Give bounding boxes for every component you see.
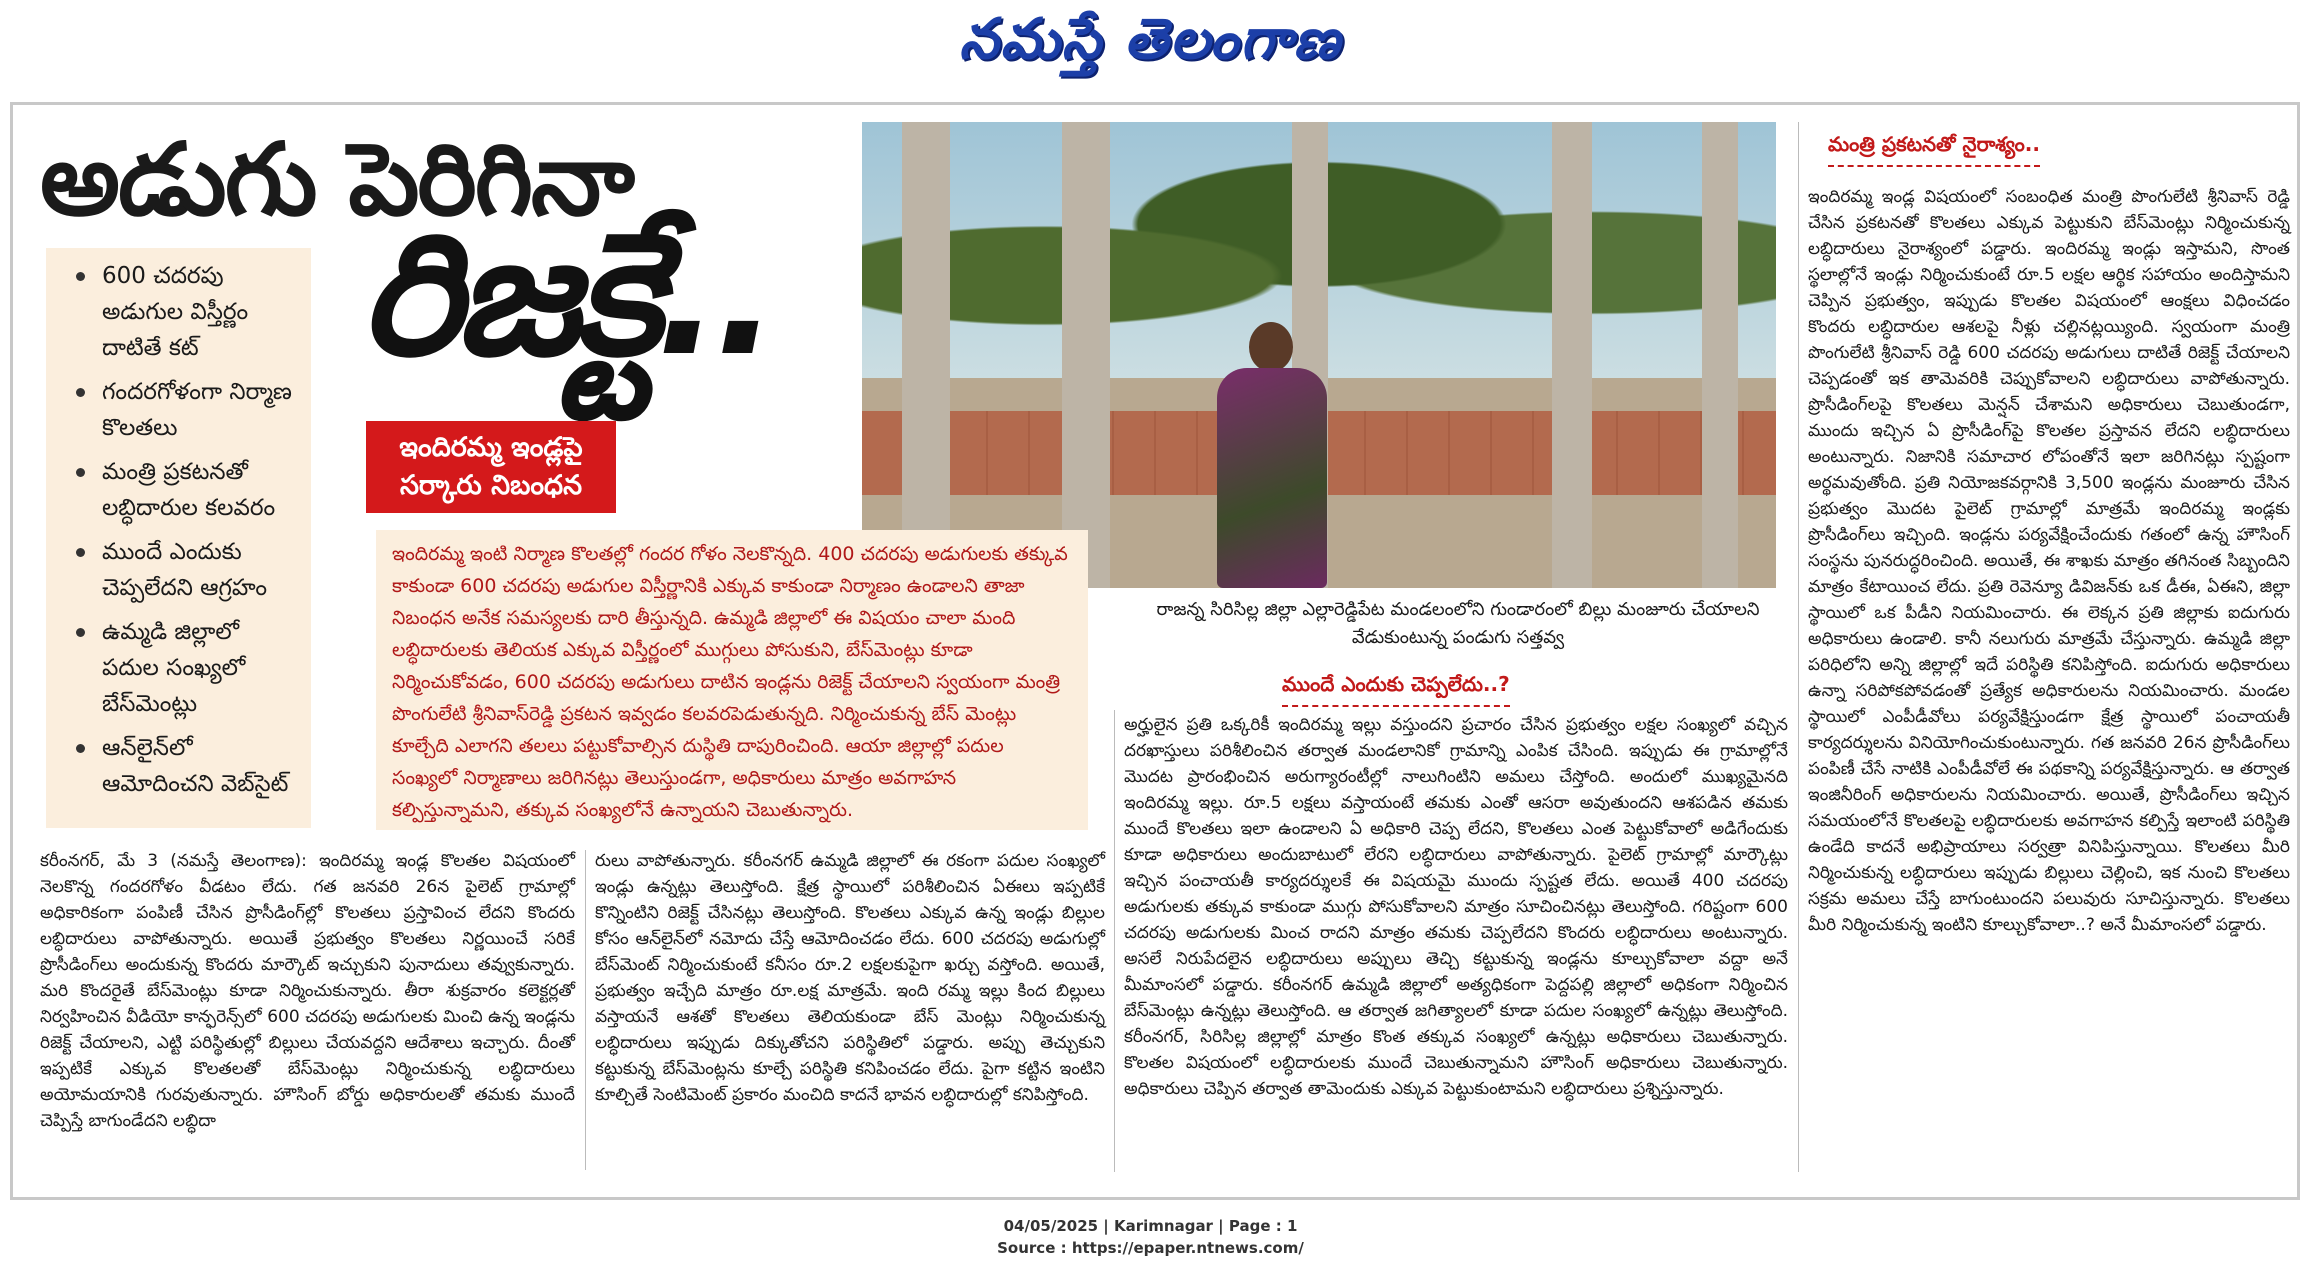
masthead: [0, 0, 2301, 90]
highlight-item: మంత్రి ప్రకటనతో లబ్ధిదారుల కలవరం: [54, 454, 303, 526]
article-photo: [862, 122, 1776, 588]
footer-source: Source : https://epaper.ntnews.com/: [997, 1239, 1304, 1257]
column-divider: [585, 850, 586, 1170]
headline-top: అడుగు పెరిగినా: [40, 121, 633, 238]
lead-paragraph: ఇందిరమ్మ ఇంటి నిర్మాణ కొలతల్లో గందర గోళం నెలకొన్నది. 400 చదరపు అడుగులకు తక్కువ కాకుండా 600 చదరపు అడుగుల విస్తీర్ణానికి ఎక్కువ కాకుండా నిర్మాణం ఉండాలని తాజా నిబంధన అనేక సమస్యలకు దారి తీస్తున్నది. ఉమ్మడి జిల్లాలో ఈ విషయం చాలా మంది లబ్ధిదారులకు తెలియక ఎక్కువ విస్తీర్ణంలో ముగ్గులు పోసుకుని, బేస్‌మెంట్లు కూడా నిర్మించుకోవడం, 600 చదరపు అడుగులు దాటిన ఇండ్లను రిజెక్ట్ చేయాలని స్వయంగా మంత్రి పొంగులేటి శ్రీనివాస్‌రెడ్డి ప్రకటన ఇవ్వడం కలవరపెడుతున్నది. నిర్మించుకున్న బేస్ మెంట్లు కూల్చేది ఎలాగని తలలు పట్టుకోవాల్సిన దుస్థితి దాపురించింది. ఆయా జిల్లాల్లో పదుల సంఖ్యలో నిర్మాణాలు జరిగినట్లు తెలుస్తుండగా, అధికారులు మాత్రం అవగాహన కల్పిస్తున్నామని, తక్కువ సంఖ్యలోనే ఉన్నాయని చెబుతున్నారు.: [376, 530, 1088, 830]
photo-caption: రాజన్న సిరిసిల్ల జిల్లా ఎల్లారెడ్డిపేట మండలంలోని గుండారంలో బిల్లు మంజూరు చేయాలని వేడుకుంటున్న పండుగు సత్తవ్వ: [1156, 599, 1760, 648]
highlight-item: ఆన్‌లైన్‌లో ఆమోదించని వెబ్‌సైట్: [54, 730, 303, 802]
highlight-item: ముందే ఎందుకు చెప్పలేదని ఆగ్రహం: [54, 534, 303, 606]
section-heading-right: మంత్రి ప్రకటనతో నైరాశ్యం..: [1828, 132, 2040, 167]
headline-main: రిజక్టే..: [360, 196, 773, 394]
page-footer: [0, 1215, 2301, 1259]
newspaper-logo: నమస్తే తెలంగాణ: [959, 6, 1342, 72]
body-column-1: కరీంనగర్, మే 3 (నమస్తే తెలంగాణ): ఇందిరమ్మ ఇండ్ల కొలతల విషయంలో నెలకొన్న గందరగోళం వీడటం లేదు. గత జనవరి 26న పైలెట్ గ్రామాల్లో అధికారికంగా పంపిణీ చేసిన ప్రొసీడింగ్‌ల్లో కొలతలు ప్రస్తావించ లేదని కొందరు లబ్ధిదారులు వాపోతున్నారు. అయితే ప్రభుత్వం కొలతలు నిర్ణయించే సరికే ప్రొసీడింగ్‌లు అందుకున్న కొందరు మార్కౌట్ ఇచ్చుకుని పునాదులు తవ్వుకున్నారు. మరి కొందరైతే బేస్‌మెంట్లు కూడా నిర్మించుకున్నారు. తీరా శుక్రవారం కలెక్టర్లతో నిర్వహించిన వీడియో కాన్ఫరెన్స్‌లో 600 చదరపు అడుగులకు మించి ఉన్న ఇండ్లను రిజెక్ట్ చేయాలని, ఎట్టి పరిస్థితుల్లో బిల్లులు చేయవద్దని ఆదేశాలు ఇచ్చారు. దీంతో ఇప్పటికే ఎక్కువ కొలతలతో బేస్‌మెంట్లు నిర్మించుకున్న లబ్ధిదారులు అయోమయానికి గురవుతున్నారు. హౌసింగ్ బోర్డు అధికారులతో తమకు ముందే చెప్పిస్తే బాగుండేదని లబ్ధిదా: [40, 851, 575, 1131]
highlights-list: [54, 258, 303, 802]
column-divider: [1114, 710, 1115, 1172]
column-divider: [1798, 122, 1799, 1172]
highlight-item: 600 చదరపు అడుగుల విస్తీర్ణం దాటితే కట్: [54, 258, 303, 366]
highlight-item: గందరగోళంగా నిర్మాణ కొలతలు: [54, 374, 303, 446]
body-column-4: ఇందిరమ్మ ఇండ్ల విషయంలో సంబంధిత మంత్రి పొంగులేటి శ్రీనివాస్ రెడ్డి చేసిన ప్రకటనతో కొలతలు ఎక్కువ పెట్టుకుని బేస్‌మెంట్లు నిర్మించుకున్న లబ్ధిదారులు నైరాశ్యంలో పడ్డారు. ఇందిరమ్మ ఇండ్లు ఇస్తామని, సొంత స్థలాల్లోనే ఇండ్లు నిర్మించుకుంటే రూ.5 లక్షల ఆర్థిక సహాయం అందిస్తామని చెప్పిన ప్రభుత్వం, ఇప్పుడు కొలతల విషయంలో ఆంక్షలు విధించడం కొందరు లబ్ధిదారుల ఆశలపై నీళ్లు చల్లినట్లయ్యింది. స్వయంగా మంత్రి పొంగులేటి శ్రీనివాస్ రెడ్డి 600 చదరపు అడుగులు దాటితే రిజెక్ట్ చేయాలని చెప్పడంతో ఇక తామెవరికి చెప్పుకోవాలని లబ్ధిదారులు వాపోతున్నారు. ప్రొసీడింగ్‌లపై కొలతలు మెన్షన్ చేశామని అధికారులు చెబుతుండగా, ముందు ఇచ్చిన ఏ ప్రొసీడింగ్‌పై కొలతల ప్రస్తావన లేదని లబ్ధిదారులు అంటున్నారు. నిజానికి సమాచార లోపంతోనే ఇలా జరిగినట్లు స్పష్టంగా అర్థమవుతోంది. ప్రతి నియోజకవర్గానికి 3,500 ఇండ్లను మంజూరు చేసిన ప్రభుత్వం మొదట పైలెట్ గ్రామాల్లో మాత్రమే ఇందిరమ్మ ఇండ్లకు ప్రొసీడింగ్‌లు ఇచ్చింది. ఇండ్లను పర్యవేక్షించేందుకు గతంలో ఉన్న హౌసింగ్ సంస్థను పునరుద్ధరించింది. అయితే, ఈ శాఖకు మాత్రం తగినంత సిబ్బందిని మాత్రం కేటాయించ లేదు. ప్రతి రెవెన్యూ డివిజన్‌కు ఒక డీఈ, ఏఈని, జిల్లా స్థాయిలో ఒక పీడీని నియమించారు. ఈ లెక్కన ప్రతి జిల్లాకు ఐదుగురు అధికారులు ఉండాలి. కానీ నలుగురు మాత్రమే చేస్తున్నారు. ఉమ్మడి జిల్లా పరిధిలోని అన్ని జిల్లాల్లో ఇదే పరిస్థితి కనిపిస్తోంది. ఐదుగురు అధికారులు ఉన్నా సరిపోకపోవడంతో ప్రత్యేక అధికారులను నియమించారు. మండల స్థాయిలో ఎంపీడీవోలు పర్యవేక్షిస్తుండగా క్షేత్ర స్థాయిలో పంచాయతీ కార్యదర్శులను వినియోగించుకుంటున్నారు. గత జనవరి 26న ప్రొసీడింగ్‌లు పంపిణీ చేసే నాటికి ఎంపీడీవోలే ఈ పథకాన్ని పర్యవేక్షిస్తున్నారు. ఆ తర్వాత ఇంజినీరింగ్ అధికారులను నియమించారు. అయితే, ప్రొసీడింగ్‌లు ఇచ్చిన సమయంలోనే కొలతలపై లబ్ధిదారులకు అవగాహన కల్పిస్తే ఇలాంటి పరిస్థితి ఉండేది కాదనే అభిప్రాయాలు సర్వత్రా వినిపిస్తున్నాయి. కొలతలు మీరి నిర్మించుకున్న లబ్ధిదారులు ఇప్పుడు బిల్లులు చెల్లించి, ఇక నుంచి కొలతలు సక్రమ అమలు చేస్తే బాగుంటుందని పలువురు సూచిస్తున్నారు. కొలతలు మీరి నిర్మించుకున్న ఇంటిని కూల్చుకోవాలా..? అనే మీమాంసలో పడ్డారు.: [1808, 187, 2290, 935]
footer-date-edition: 04/05/2025 | Karimnagar | Page : 1: [1003, 1217, 1298, 1235]
body-column-3: అర్హులైన ప్రతి ఒక్కరికీ ఇందిరమ్మ ఇల్లు వస్తుందని ప్రచారం చేసిన ప్రభుత్వం లక్షల సంఖ్యలో వచ్చిన దరఖాస్తులు పరిశీలించిన తర్వాత మండలానికో గ్రామాన్ని ఎంపిక చేసింది. ఇప్పుడు ఈ గ్రామాల్లోనే మొదట ప్రారంభించిన అరుగ్యారంటీల్లో నాలుగింటిని అమలు చేస్తోంది. అందులో ముఖ్యమైనది ఇందిరమ్మ ఇల్లు. రూ.5 లక్షలు వస్తాయంటే తమకు ఎంతో ఆసరా అవుతుందని ఆశపడిన తమకు ముందే కొలతలు ఇలా ఉండాలని ఏ అధికారి చెప్ప లేదని, కొలతలు ఎంత పెట్టుకోవాలో అడిగేందుకు కూడా అధికారులు అందుబాటులో లేరని లబ్ధిదారులు వాపోతున్నారు. పైలెట్ గ్రామాల్లో మార్కౌట్లు ఇచ్చిన పంచాయతీ కార్యదర్శులకే ఈ విషయమై ముందు స్పష్టత లేదు. అయితే 400 చదరపు అడుగులకు తక్కువ కాకుండా ముగ్గు పోసుకోవాలని మాత్రం సూచించినట్లు తెలుస్తోంది. గరిష్టంగా 600 చదరపు అడుగులకు మించ రాదని మాత్రం తమకు చెప్పలేదని కొందరు లబ్ధిదారులు అంటున్నారు. అసలే నిరుపేదలైన లబ్ధిదారులు అప్పులు తెచ్చి కట్టుకున్న ఇండ్లను కూల్చుకోవాలా వద్దా అనే మీమాంసలో పడ్డారు. కరీంనగర్ ఉమ్మడి జిల్లాలో అత్యధికంగా పెద్దపల్లి జిల్లాలో అధికంగా నిర్మించిన బేస్‌మెంట్లు ఉన్నట్లు తెలుస్తోంది. ఆ తర్వాత జగిత్యాలలో కూడా పదుల సంఖ్యలో ఉన్నట్లు తెలుస్తోంది. కరీంనగర్, సిరిసిల్ల జిల్లాల్లో మాత్రం కొంత తక్కువ సంఖ్యలో ఉన్నట్లు అధికారులు చెబుతున్నారు. కొలతల విషయంలో లబ్ధిదారులకు ముందే చెబుతున్నామని హౌసింగ్ అధికారులు చెబుతున్నారు. అధికారులు చెప్పిన తర్వాత తామెందుకు ఎక్కువ పెట్టుకుంటామని లబ్ధిదారులు ప్రశ్నిస్తున్నారు.: [1124, 715, 1788, 1099]
highlights-box: [46, 248, 311, 828]
highlight-item: ఉమ్మడి జిల్లాలో పదుల సంఖ్యలో బేస్‌మెంట్లు: [54, 614, 303, 722]
body-column-2: రులు వాపోతున్నారు. కరీంనగర్ ఉమ్మడి జిల్లాలో ఈ రకంగా పదుల సంఖ్యలో ఇండ్లు ఉన్నట్లు తెలుస్తోంది. క్షేత్ర స్థాయిలో పరిశీలించిన ఏఈలు ఇప్పటికే కొన్నింటిని రిజెక్ట్ చేసినట్లు తెలుస్తోంది. కొలతలు ఎక్కువ ఉన్న ఇండ్లు బిల్లుల కోసం ఆన్‌లైన్‌లో నమోదు చేస్తే ఆమోదించడం లేదు. 600 చదరపు అడుగుల్లో బేస్‌మెంట్ నిర్మించుకుంటే కనీసం రూ.2 లక్షలకుపైగా ఖర్చు వస్తోంది. అయితే, ప్రభుత్వం ఇచ్చేది మాత్రం రూ.లక్ష మాత్రమే. ఇంది రమ్మ ఇల్లు కింద బిల్లులు వస్తాయనే ఆశతో కొలతలు తెలియకుండా బేస్ మెంట్లు నిర్మించుకున్న లబ్ధిదారులు ఇప్పుడు దిక్కుతోచని పరిస్థితిలో పడ్డారు. అప్పు తెచ్చుకుని కట్టుకున్న బేస్‌మెంట్లను కూల్చే పరిస్థితి కనిపించడం లేదు. పైగా కట్టిన ఇంటిని కూల్చితే సెంటిమెంట్ ప్రకారం మంచిది కాదనే భావన లబ్ధిదారుల్లో కనిపిస్తోంది.: [595, 851, 1105, 1105]
woman-figure: [1217, 322, 1327, 588]
section-heading-middle: ముందే ఎందుకు చెప్పలేదు..?: [1282, 672, 1510, 707]
subheadline-badge: ఇందిరమ్మ ఇండ్లపై సర్కారు నిబంధన: [366, 421, 616, 513]
